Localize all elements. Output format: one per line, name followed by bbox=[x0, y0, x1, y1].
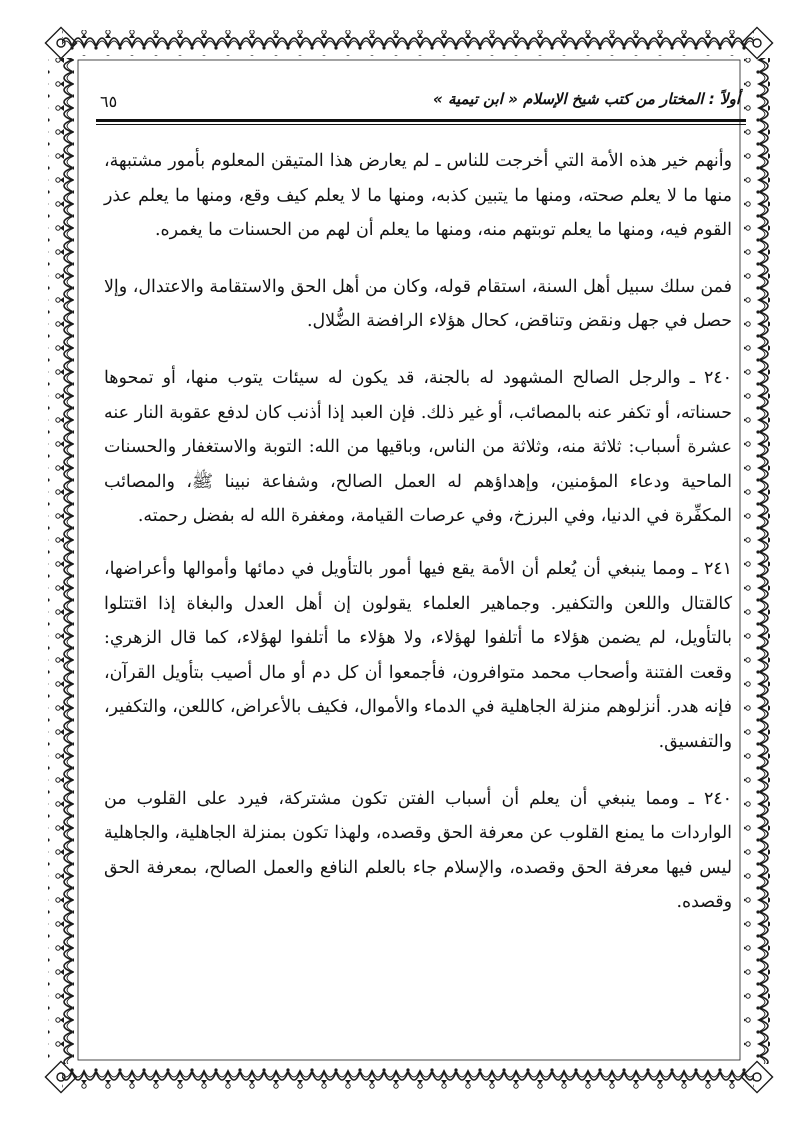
running-title: أولاً : المختار من كتب شيخ الإسلام « ابن تيمية » bbox=[433, 90, 740, 108]
paragraph-241: ٢٤١ ـ ومما ينبغي أن يُعلم أن الأمة يقع فيها أمور بالتأويل في دمائها وأموالها وأعراضها، كالقتال واللعن والتكفير. وجماهير العلماء يقولون إن أهل العدل والبغاة إذا اقتتلوا بالتأويل، لم يضمن هؤلاء ما أتلفوا لهؤلاء، ولا هؤلاء ما أتلفوا لهؤلاء، كما قال الزهري: وقعت الفتنة وأصحاب محمد متوافرون، فأجمعوا أن كل دم أو مال أصيب بتأويل القرآن، فإنه هدر. أنزلوهم منزلة الجاهلية في الدماء والأموال، فكيف بالأعراض، كاللعن، والتكفير، والتفسيق. bbox=[104, 558, 732, 752]
header-rule-thin bbox=[96, 124, 746, 125]
paragraph: فمن سلك سبيل أهل السنة، استقام قوله، وكان من أهل الحق والاستقامة والاعتدال، وإلا حصل في جهل ونقض وتناقض، كحال هؤلاء الرافضة الضُّلال. bbox=[104, 276, 732, 332]
body-text bbox=[104, 144, 732, 940]
paragraph-240: ٢٤٠ ـ والرجل الصالح المشهود له بالجنة، قد يكون له سيئات يتوب منها، أو تمحوها حسناته، أو تكفر عنه بالمصائب، أو غير ذلك. فإن العبد إذا أذنب كان لدفع عقوبة النار عنه عشرة أسباب: ثلاثة منه، وثلاثة من الناس، وباقيها من الله: التوبة والاستغفار والحسنات الماحية ودعاء المؤمنين، وإهداؤهم له العمل الصالح، وشفاعة نبينا ﷺ، والمصائب المكفِّرة في الدنيا، وفي البرزخ، وفي عرصات القيامة، ومغفرة الله له بفضل رحمته. bbox=[104, 367, 732, 527]
paragraph: وأنهم خير هذه الأمة التي أخرجت للناس ـ لم يعارض هذا المتيقن المعلوم بأمور مشتبهة، منها ما لا يعلم صحته، ومنها ما يتبين كذبه، ومنها ما لا يعلم كيف وقع، ومنها ما يعلم عذر القوم فيه، ومنها ما يعلم توبتهم منه، ومنها ما يعلم أن لهم من الحسنات ما يغمره. bbox=[104, 151, 732, 241]
running-head bbox=[96, 88, 740, 118]
header-rule bbox=[96, 119, 746, 122]
paragraph-242: ٢٤٠ ـ ومما ينبغي أن يعلم أن أسباب الفتن تكون مشتركة، فيرد على القلوب من الواردات ما يمنع القلوب عن معرفة الحق وقصده، ولهذا تكون بمنزلة الجاهلية، والجاهلية ليس فيها معرفة الحق وقصده، والإسلام جاء بالعلم النافع والعمل الصالح، بمعرفة الحق وقصده. bbox=[104, 788, 732, 913]
page-number: ٦٥ bbox=[100, 92, 118, 111]
